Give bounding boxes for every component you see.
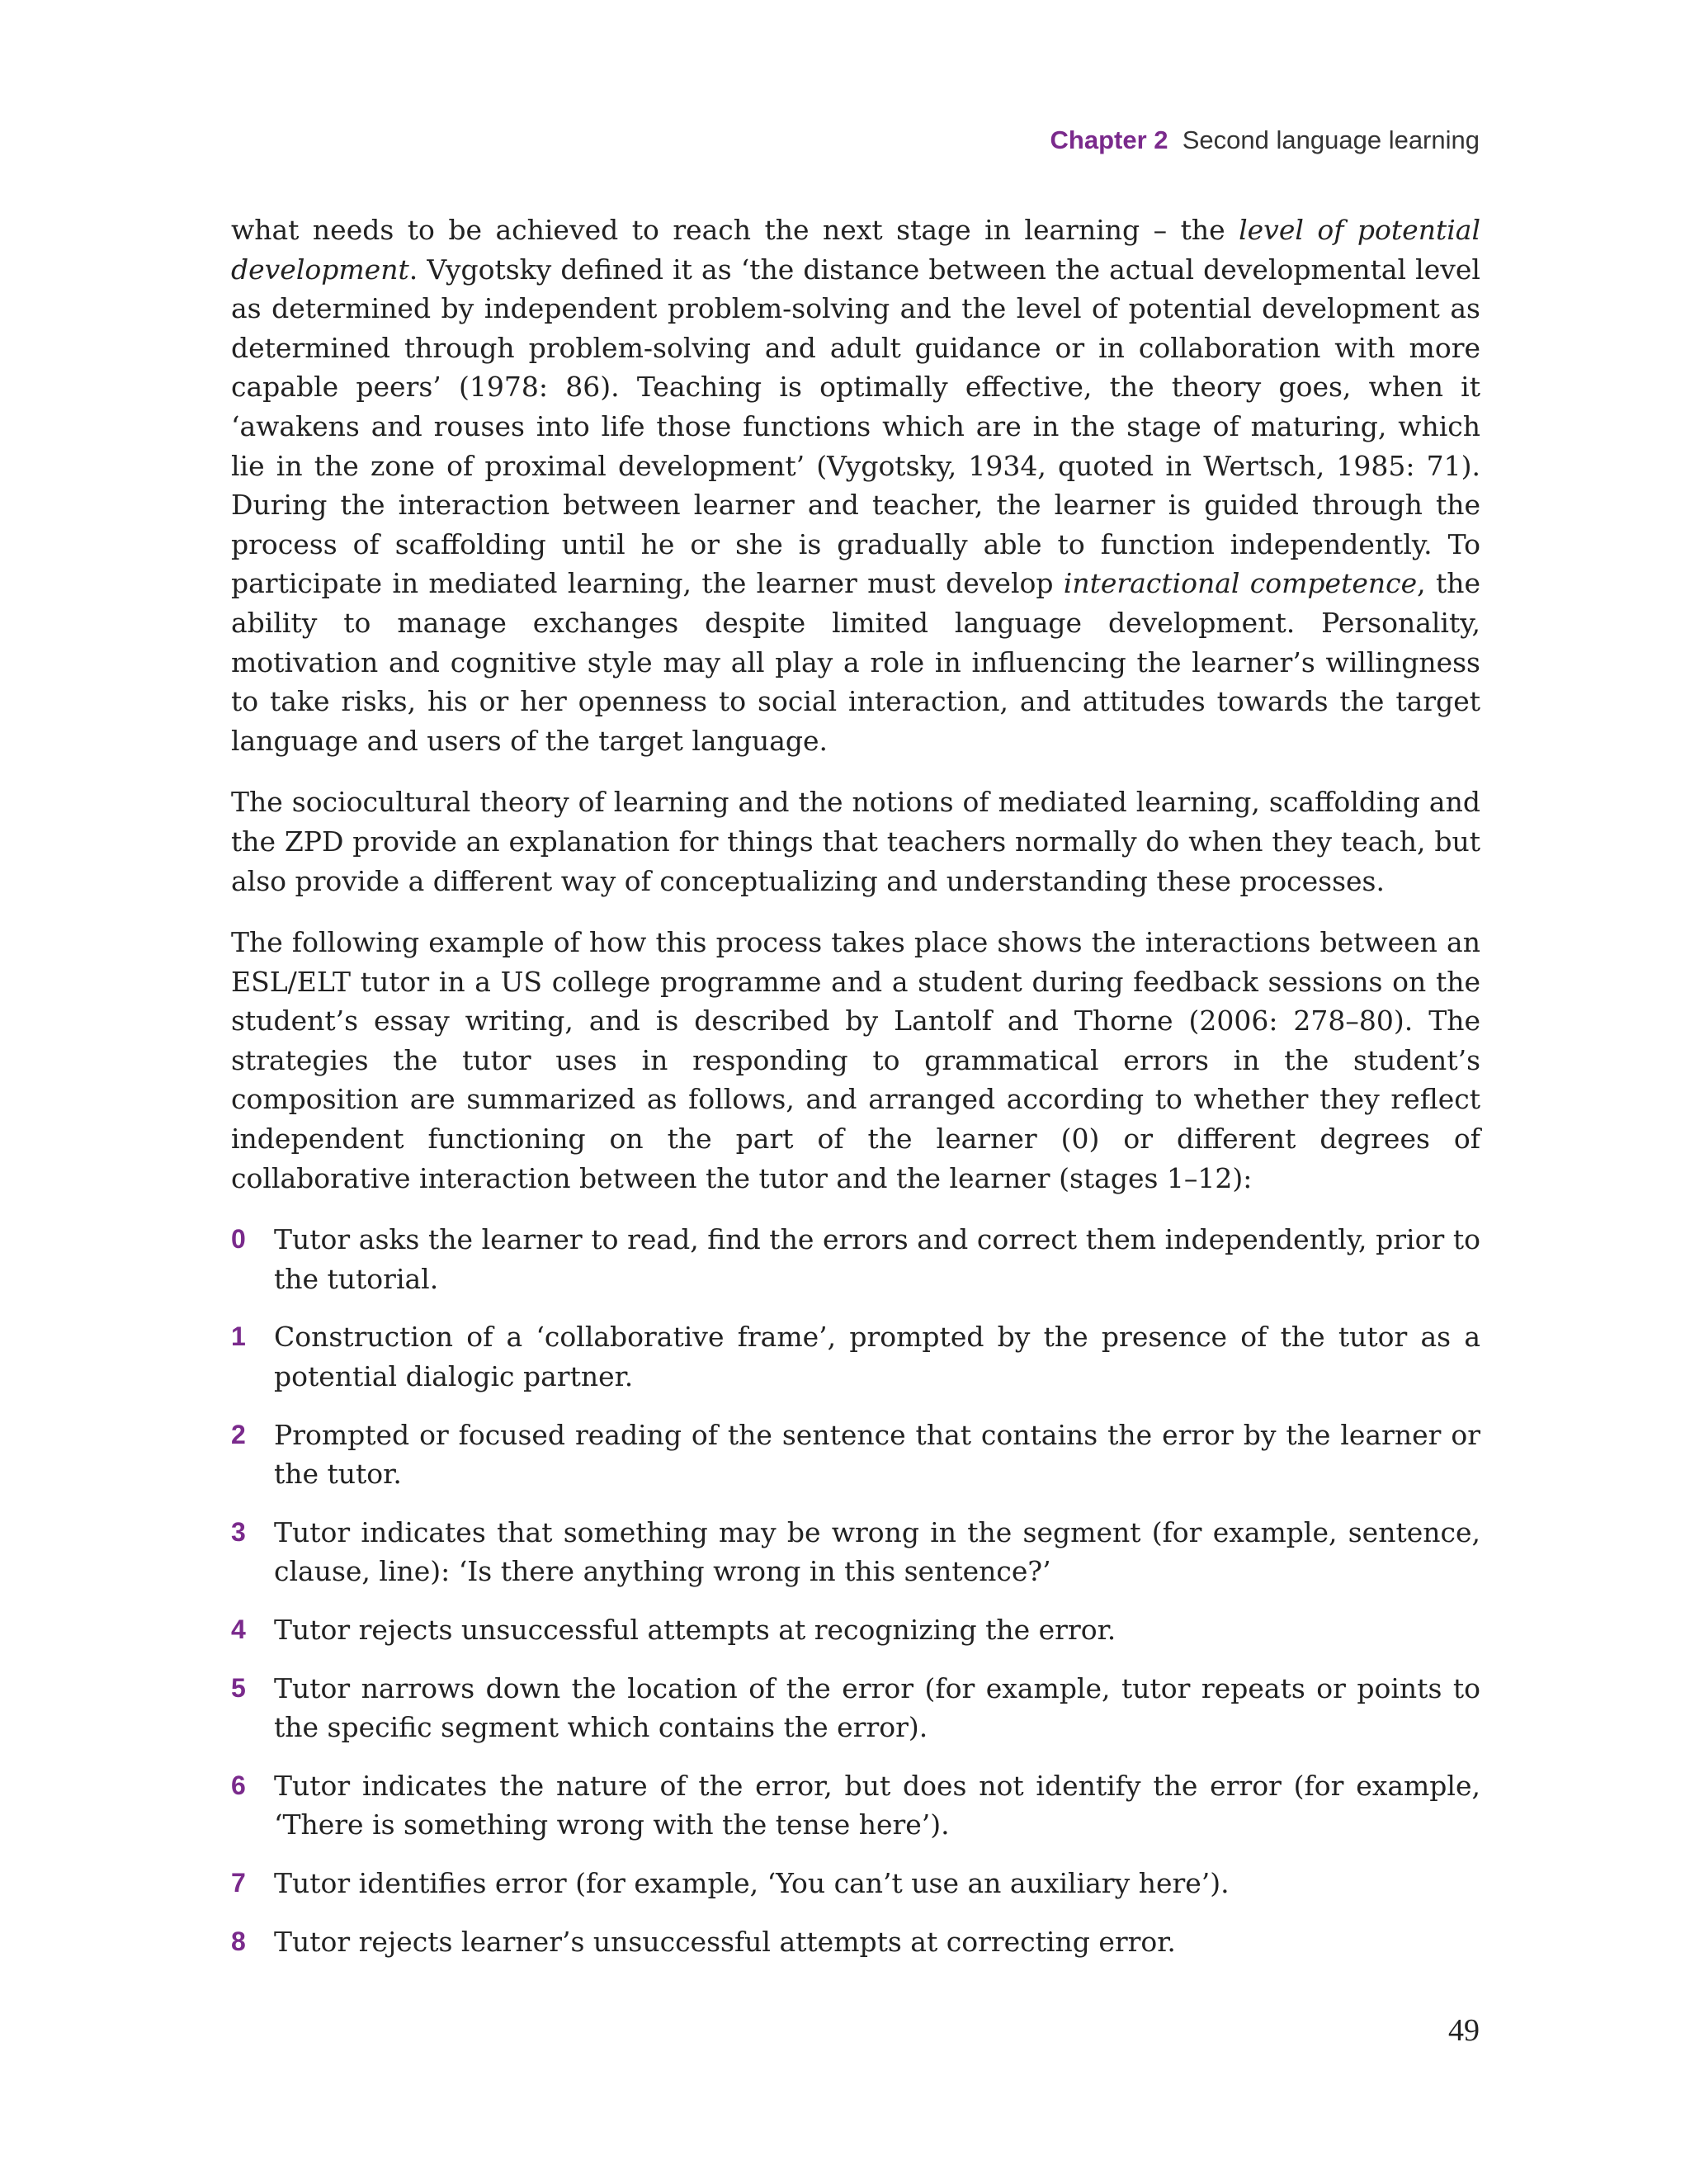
list-text: Tutor rejects unsuccessful attempts at recognizing the error. (274, 1614, 1116, 1646)
list-item (231, 1610, 1480, 1650)
list-item (231, 1416, 1480, 1494)
list-text: Tutor narrows down the location of the error (for example, tutor repeats or points to the specific segment which contains the error). (274, 1671, 1480, 1744)
list-number: 6 (231, 1770, 246, 1800)
italic-term: level of potential development (231, 214, 1481, 286)
running-header (1050, 125, 1480, 155)
page-number: 49 (1448, 2013, 1480, 2048)
list-number: 4 (231, 1614, 246, 1644)
list-item (231, 1669, 1480, 1747)
list-text: Tutor identifies error (for example, ‘You can’t use an auxiliary here’). (274, 1866, 1230, 1899)
list-item (231, 1220, 1480, 1298)
italic-term: interactional competence (1063, 567, 1418, 600)
list-item (231, 1513, 1480, 1591)
list-item (231, 1864, 1480, 1903)
list-item (231, 1317, 1480, 1396)
list-number: 7 (231, 1867, 246, 1898)
list-text: Construction of a ‘collaborative frame’, prompted by the presence of the tutor as a potential dialogic partner. (274, 1321, 1480, 1393)
list-text: Tutor indicates the nature of the error, but does not identify the error (for example, ‘There is something wrong with the tense here’). (274, 1769, 1480, 1841)
list-number: 8 (231, 1926, 246, 1956)
list-number: 1 (231, 1321, 246, 1352)
paragraph-zpd (231, 210, 1480, 760)
list-number: 0 (231, 1224, 246, 1255)
list-text: Tutor asks the learner to read, find the errors and correct them independently, prior to the tutorial. (274, 1223, 1480, 1295)
paragraph-text: what needs to be achieved to reach the next stage in learning – the (231, 214, 1239, 246)
list-text: Tutor indicates that something may be wrong in the segment (for example, sentence, clause, line): ‘Is there anything wrong in this sentence?’ (274, 1515, 1480, 1588)
list-number: 2 (231, 1419, 246, 1449)
list-text: Prompted or focused reading of the sentence that contains the error by the learner or the tutor. (274, 1418, 1480, 1491)
chapter-label: Chapter 2 (1050, 125, 1168, 154)
paragraph-text: . Vygotsky defined it as ‘the distance between the actual developmental level as determined by independent problem-solving and the level of potential development as determined through problem-solving and adult guidance or in collaboration with more capable peers’ (1978: 86). Teaching is optimally effective, the theory goes, when it ‘awakens and rouses into life those functions which are in the stage of maturing, which lie in the zone of proximal development’ (Vygotsky, 1934, quoted in Wertsch, 1985: 71). During the interaction between learner and teacher, the learner is guided through the process of scaffolding until he or she is gradually able to function independently. To participate in mediated learning, the learner must develop (231, 253, 1480, 600)
list-item (231, 1766, 1480, 1845)
paragraph-sociocultural: The sociocultural theory of learning and the notions of mediated learning, scaffolding and the ZPD provide an explanation for things that teachers normally do when they teach, but also provide a different way of conceptualizing and understanding these processes. (231, 786, 1480, 897)
list-number: 5 (231, 1672, 246, 1703)
list-item (231, 1922, 1480, 1962)
list-number: 3 (231, 1516, 246, 1547)
chapter-title: Second language learning (1182, 125, 1480, 154)
paragraph-example: The following example of how this process takes place shows the interactions between an ESL/ELT tutor in a US college programme and a student during feedback sessions on the student’s essay writing, and is described by Lantolf and Thorne (2006: 278–80). The strategies the tutor uses in responding to grammatical errors in the student’s composition are summarized as follows, and arranged according to whether they reflect independent functioning on the part of the learner (0) or different degrees of collaborative interaction between the tutor and the learner (stages 1–12): (231, 926, 1480, 1194)
paragraph-text: , the ability to manage exchanges despite limited language development. Personality, motivation and cognitive style may all play a role in influencing the learner’s willingness to take risks, his or her openness to social interaction, and attitudes towards the target language and users of the target language. (231, 567, 1480, 757)
strategy-list (231, 1220, 1480, 1961)
page-body (231, 210, 1480, 1980)
list-text: Tutor rejects learner’s unsuccessful attempts at correcting error. (274, 1925, 1176, 1958)
